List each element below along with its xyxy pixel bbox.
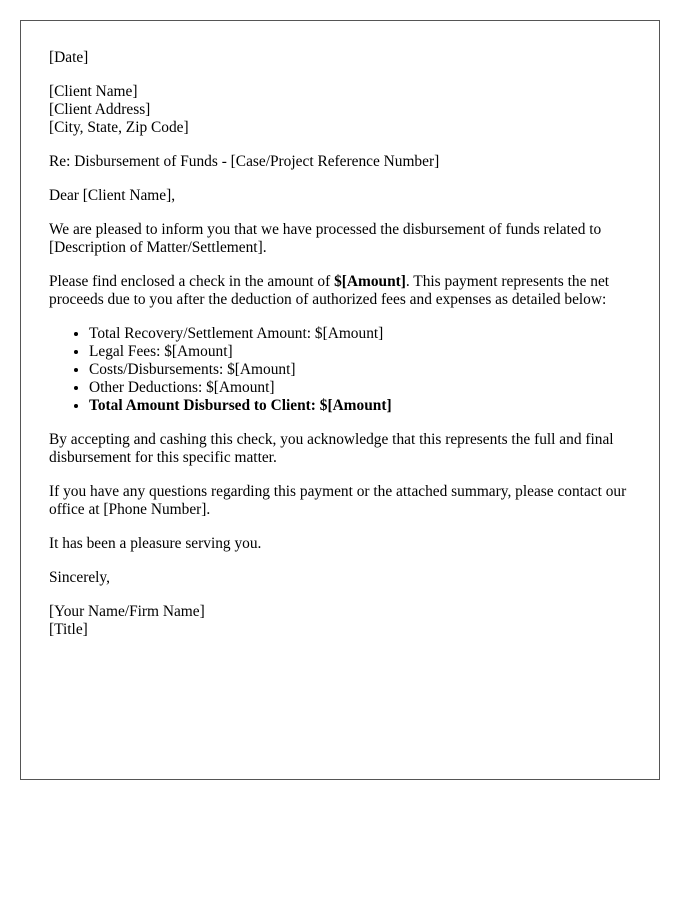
list-item: • Other Deductions: $[Amount] <box>89 379 631 397</box>
disbursement-breakdown-list <box>49 325 631 415</box>
body-paragraph-4: If you have any questions regarding this payment or the attached summary, please contact our office at [Phone Number]. <box>49 483 627 518</box>
list-item: • Legal Fees: $[Amount] <box>89 343 631 361</box>
signature-block <box>49 603 631 639</box>
subject-line: Re: Disbursement of Funds - [Case/Project Reference Number] <box>49 153 440 170</box>
body-paragraph-1: We are pleased to inform you that we have processed the disbursement of funds related to [Description of Matter/Settlement]. <box>49 221 602 256</box>
client-name: [Client Name] <box>49 83 138 100</box>
salutation: Dear [Client Name], <box>49 187 176 204</box>
signature-title: [Title] <box>49 621 88 638</box>
check-amount: $[Amount] <box>334 273 406 290</box>
paragraph-2-lead: Please find enclosed a check in the amount of <box>49 273 335 290</box>
body-paragraph-3: By accepting and cashing this check, you acknowledge that this represents the full and final disbursement for this specific matter. <box>49 431 614 466</box>
signature-name: [Your Name/Firm Name] <box>49 603 205 620</box>
client-city-state-zip: [City, State, Zip Code] <box>49 119 189 136</box>
list-item: • Total Recovery/Settlement Amount: $[Amount] <box>89 325 631 343</box>
body-paragraph-2 <box>49 273 631 309</box>
client-address-block <box>49 83 631 137</box>
letter-page <box>20 20 660 780</box>
client-address: [Client Address] <box>49 101 151 118</box>
list-item-total: • Total Amount Disbursed to Client: $[Amount] <box>89 397 631 415</box>
letter-date: [Date] <box>49 49 89 66</box>
closing: Sincerely, <box>49 569 110 586</box>
list-item: • Costs/Disbursements: $[Amount] <box>89 361 631 379</box>
body-paragraph-5: It has been a pleasure serving you. <box>49 535 262 552</box>
paragraph-2-tail: . This payment represents the net proceeds due to you after the deduction of authorized fees and expenses as detailed below: <box>49 273 610 308</box>
